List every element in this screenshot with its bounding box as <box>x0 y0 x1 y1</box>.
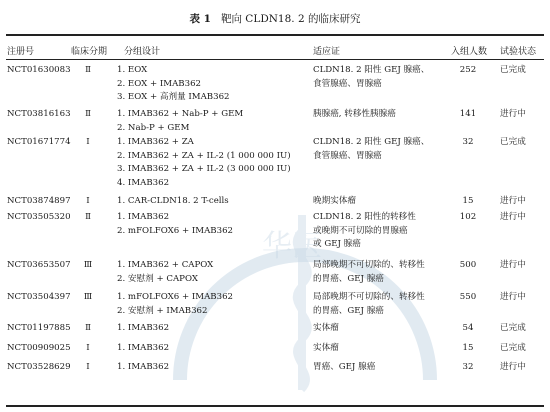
cell-indication <box>313 136 429 163</box>
cell-indication-line: CLDN18. 2 阳性 GEJ 腺癌、 <box>313 137 430 147</box>
cell-design-line: 3. EOX + 高剂量 IMAB362 <box>117 92 230 103</box>
cell-phase: Ⅰ <box>86 362 90 372</box>
cell-registration-id: NCT03505320 <box>7 212 71 222</box>
cell-design <box>117 211 233 238</box>
cell-indication <box>313 108 396 122</box>
cell-phase: Ⅰ <box>86 196 90 206</box>
cell-design <box>117 136 291 191</box>
cell-indication-line: 的胃癌、GEJ 腺癌 <box>313 305 384 316</box>
cell-indication-line: 的胃癌、GEJ 腺癌 <box>313 273 384 284</box>
header-status: 试验状态 <box>500 47 537 57</box>
header-registration-id: 注册号 <box>7 47 35 57</box>
cell-registration-id: NCT03874897 <box>7 196 71 206</box>
cell-indication <box>313 259 425 286</box>
cell-design-line: 1. IMAB362 <box>117 212 170 222</box>
cell-status: 进行中 <box>500 109 526 119</box>
cell-design-line: 1. EOX <box>117 65 148 75</box>
cell-design-line: 2. Nab-P + GEM <box>117 122 190 133</box>
cell-status: 进行中 <box>500 362 526 372</box>
cell-indication-line: 胃癌、GEJ 腺癌 <box>313 362 376 372</box>
cell-design-line: 4. IMAB362 <box>117 178 170 189</box>
cell-indication <box>313 322 339 336</box>
cell-phase: Ⅰ <box>86 137 90 147</box>
table-bottom-rule <box>6 405 544 407</box>
cell-indication-line: 局部晚期不可切除的、转移性 <box>313 292 425 302</box>
cell-indication-line: 食管腺癌、胃腺癌 <box>313 150 382 161</box>
cell-design-line: 2. mFOLFOX6 + IMAB362 <box>117 225 234 236</box>
cell-indication <box>313 64 429 91</box>
cell-enrollment: 550 <box>459 292 477 302</box>
watermark-text: 华医 <box>262 229 322 264</box>
header-enrollment: 入组人数 <box>451 47 488 57</box>
cell-status: 进行中 <box>500 212 526 222</box>
cell-design-line: 2. 安慰剂 + IMAB362 <box>117 305 208 316</box>
cell-design <box>117 342 169 356</box>
cell-enrollment: 15 <box>462 343 474 353</box>
cell-indication <box>313 211 416 252</box>
cell-indication-line: 晚期实体瘤 <box>313 196 356 206</box>
cell-status: 进行中 <box>500 260 526 270</box>
cell-design <box>117 108 243 135</box>
cell-indication <box>313 195 356 209</box>
cell-enrollment: 102 <box>459 212 477 222</box>
cell-enrollment: 54 <box>462 323 474 333</box>
cell-registration-id: NCT03528629 <box>7 362 71 372</box>
cell-enrollment: 252 <box>459 65 477 75</box>
cell-phase: Ⅲ <box>83 260 93 270</box>
cell-phase: Ⅲ <box>83 292 93 302</box>
cell-design-line: 1. IMAB362 + Nab-P + GEM <box>117 109 244 119</box>
cell-indication-line: 局部晚期不可切除的、转移性 <box>313 260 425 270</box>
cell-indication-line: CLDN18. 2 阳性 GEJ 腺癌、 <box>313 65 430 75</box>
cell-design <box>117 291 233 318</box>
cell-indication-line: 实体瘤 <box>313 343 339 353</box>
cell-status: 已完成 <box>500 65 526 75</box>
cell-phase: Ⅰ <box>86 343 90 353</box>
cell-registration-id: NCT01197885 <box>7 323 71 333</box>
cell-phase: Ⅱ <box>85 212 91 222</box>
cell-registration-id: NCT00909025 <box>7 343 71 353</box>
cell-registration-id: NCT01630083 <box>7 65 71 75</box>
header-indication: 适应证 <box>313 47 341 57</box>
cell-status: 进行中 <box>500 196 526 206</box>
cell-registration-id: NCT03653507 <box>7 260 71 270</box>
table-top-rule <box>6 34 544 36</box>
table-caption-title: 靶向 CLDN18. 2 的临床研究 <box>220 13 361 25</box>
cell-phase: Ⅱ <box>85 109 91 119</box>
cell-design-line: 2. EOX + IMAB362 <box>117 78 201 89</box>
cell-registration-id: NCT03816163 <box>7 109 71 119</box>
cell-design-line: 1. IMAB362 <box>117 362 170 372</box>
cell-design-line: 1. IMAB362 <box>117 323 170 333</box>
cell-status: 已完成 <box>500 137 526 147</box>
table-header-rule <box>6 59 544 60</box>
cell-enrollment: 32 <box>462 137 474 147</box>
cell-design <box>117 64 230 105</box>
cell-enrollment: 15 <box>462 196 474 206</box>
cell-registration-id: NCT01671774 <box>7 137 71 147</box>
cell-design <box>117 259 213 286</box>
header-design: 分组设计 <box>124 47 161 57</box>
cell-phase: Ⅱ <box>85 323 91 333</box>
table-caption-label: 表 1 <box>189 13 211 25</box>
cell-design-line: 3. IMAB362 + ZA + IL-2 (3 000 000 IU) <box>117 164 291 175</box>
cell-indication-line: 实体瘤 <box>313 323 339 333</box>
cell-indication <box>313 291 425 318</box>
cell-design-line: 1. IMAB362 + ZA <box>117 137 194 147</box>
cell-status: 进行中 <box>500 292 526 302</box>
cell-design-line: 2. 安慰剂 + CAPOX <box>117 273 198 284</box>
cell-registration-id: NCT03504397 <box>7 292 71 302</box>
cell-phase: Ⅱ <box>85 65 91 75</box>
cell-design <box>117 195 229 209</box>
cell-design-line: 2. IMAB362 + ZA + IL-2 (1 000 000 IU) <box>117 150 291 161</box>
cell-design-line: 1. mFOLFOX6 + IMAB362 <box>117 292 234 302</box>
cell-design-line: 1. CAR-CLDN18. 2 T-cells <box>117 196 229 206</box>
cell-status: 已完成 <box>500 323 526 333</box>
cell-design <box>117 361 169 375</box>
cell-design <box>117 322 169 336</box>
cell-indication-line: CLDN18. 2 阳性的转移性 <box>313 212 416 222</box>
cell-design-line: 1. IMAB362 + CAPOX <box>117 260 214 270</box>
cell-design-line: 1. IMAB362 <box>117 343 170 353</box>
cell-enrollment: 32 <box>462 362 474 372</box>
cell-indication-line: 或 GEJ 腺癌 <box>313 239 361 250</box>
cell-enrollment: 500 <box>459 260 477 270</box>
cell-indication <box>313 361 375 375</box>
cell-indication-line: 胰腺癌, 转移性胰腺癌 <box>313 109 396 119</box>
header-phase: 临床分期 <box>71 47 108 57</box>
cell-indication-line: 食管腺癌、胃腺癌 <box>313 78 382 89</box>
cell-enrollment: 141 <box>459 109 477 119</box>
cell-indication <box>313 342 339 356</box>
cell-status: 已完成 <box>500 343 526 353</box>
cell-indication-line: 或晚期不可切除的胃腺癌 <box>313 225 408 236</box>
table-caption <box>0 11 550 26</box>
